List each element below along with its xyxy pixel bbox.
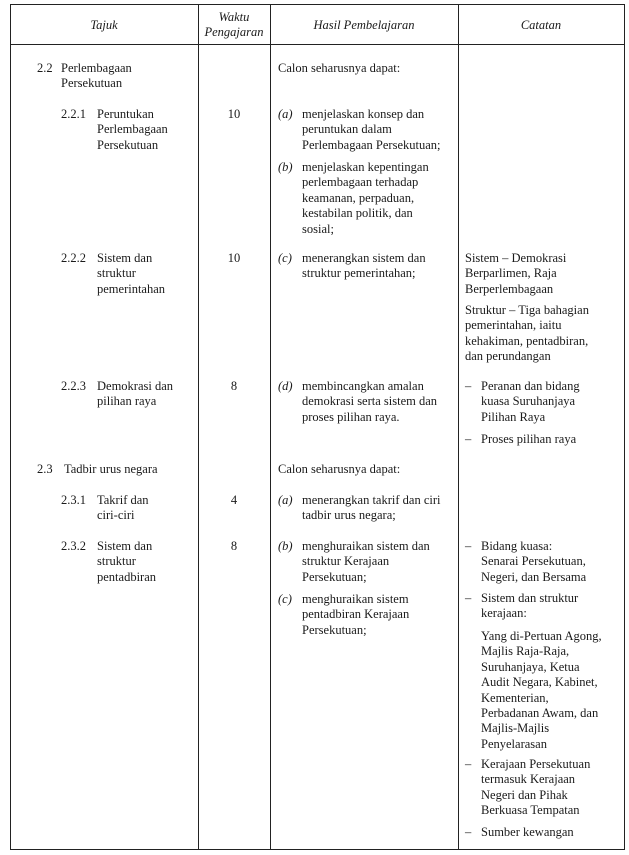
topic-title-line: Demokrasi dan bbox=[97, 379, 174, 393]
topic-number: 2.2.2 bbox=[61, 251, 86, 265]
header-waktu-line2: Pengajaran bbox=[204, 25, 264, 40]
outcome-line: menghuraikan sistem bbox=[302, 592, 409, 606]
header-waktu-line1: Waktu bbox=[218, 10, 250, 24]
header-waktu bbox=[198, 10, 270, 41]
note-line: Yang di-Pertuan Agong, bbox=[481, 629, 602, 643]
note-line: dan perundangan bbox=[465, 349, 551, 364]
note-bullet: – bbox=[465, 757, 472, 771]
learning-outcome bbox=[302, 493, 440, 524]
note-line: Penyelarasan bbox=[481, 736, 547, 751]
teaching-hours: 8 bbox=[230, 539, 238, 553]
note-line: Kementerian, bbox=[481, 690, 549, 705]
note-line: Negeri dan Pihak bbox=[481, 787, 568, 802]
note-line: Suruhanjaya, Ketua bbox=[481, 659, 580, 674]
outcome-marker: (c) bbox=[278, 592, 292, 606]
outcome-marker: (a) bbox=[278, 107, 293, 121]
note bbox=[465, 251, 566, 297]
note-line: Berkuasa Tempatan bbox=[481, 803, 580, 818]
outcome-line: struktur Kerajaan bbox=[302, 554, 390, 569]
outcome-line: tadbir urus negara; bbox=[302, 508, 396, 523]
outcome-line: menjelaskan kepentingan bbox=[302, 160, 429, 174]
teaching-hours: 10 bbox=[227, 251, 241, 265]
note-bullet: – bbox=[465, 825, 472, 839]
outcome-line: keamanan, perpaduan, bbox=[302, 190, 415, 205]
learning-outcome bbox=[302, 379, 437, 425]
column-line-waktu-hasil bbox=[270, 4, 271, 850]
note-line: kerajaan: bbox=[481, 606, 527, 621]
header-tajuk: Tajuk bbox=[90, 18, 118, 32]
table-border-top bbox=[10, 4, 625, 5]
outcome-line: peruntukan dalam bbox=[302, 122, 392, 137]
topic-title-line: pemerintahan bbox=[97, 281, 166, 296]
note bbox=[481, 539, 586, 585]
topic-title-line: Takrif dan bbox=[97, 493, 149, 507]
section-title-line: Persekutuan bbox=[61, 76, 123, 91]
outcome-line: menerangkan takrif dan ciri bbox=[302, 493, 441, 507]
topic-title-line: Persekutuan bbox=[97, 137, 159, 152]
outcome-marker: (a) bbox=[278, 493, 293, 507]
note bbox=[481, 379, 580, 425]
outcome-line: menerangkan sistem dan bbox=[302, 251, 426, 265]
note-line: Struktur – Tiga bahagian bbox=[465, 303, 589, 317]
note-line: pemerintahan, iaitu bbox=[465, 318, 562, 333]
topic-number: 2.2.1 bbox=[61, 107, 86, 121]
topic-title bbox=[97, 379, 173, 410]
outcome-line: proses pilihan raya. bbox=[302, 409, 400, 424]
outcome-line: struktur pemerintahan; bbox=[302, 266, 416, 281]
note-line: Sistem dan struktur bbox=[481, 591, 579, 605]
teaching-hours: 4 bbox=[230, 493, 238, 507]
note-detail bbox=[481, 629, 602, 752]
note-line: Berperlembagaan bbox=[465, 281, 554, 296]
topic-title-line: struktur bbox=[97, 554, 136, 569]
note-line: Sistem – Demokrasi bbox=[465, 251, 567, 265]
note-line: Senarai Persekutuan, bbox=[481, 554, 586, 569]
outcome-line: pentadbiran Kerajaan bbox=[302, 607, 410, 622]
note-line: Kerajaan Persekutuan bbox=[481, 757, 591, 771]
learning-outcome bbox=[302, 160, 429, 237]
outcome-line: kestabilan politik, dan bbox=[302, 206, 413, 221]
section-title bbox=[61, 61, 132, 92]
note-bullet: – bbox=[465, 539, 472, 553]
note: Sumber kewangan bbox=[481, 825, 574, 839]
note-bullet: – bbox=[465, 591, 472, 605]
teaching-hours: 10 bbox=[227, 107, 241, 121]
note-line: Bidang kuasa: bbox=[481, 539, 553, 553]
topic-title-line: Sistem dan bbox=[97, 539, 153, 553]
note-line: Majlis-Majlis bbox=[481, 721, 550, 736]
note bbox=[465, 303, 589, 365]
note: Proses pilihan raya bbox=[481, 432, 577, 446]
note-line: termasuk Kerajaan bbox=[481, 772, 576, 787]
topic-title-line: pilihan raya bbox=[97, 394, 157, 409]
outcome-line: sosial; bbox=[302, 221, 334, 236]
topic-title bbox=[97, 493, 149, 524]
topic-title-line: Peruntukan bbox=[97, 107, 154, 121]
outcome-line: Perlembagaan Persekutuan; bbox=[302, 137, 441, 152]
topic-title-line: ciri-ciri bbox=[97, 508, 135, 523]
section-number: 2.2 bbox=[37, 61, 53, 75]
section-title-line: Perlembagaan bbox=[61, 61, 132, 75]
outcome-line: demokrasi serta sistem dan bbox=[302, 394, 438, 409]
topic-title bbox=[97, 107, 168, 153]
header-divider bbox=[10, 44, 625, 45]
outcome-line: menghuraikan sistem dan bbox=[302, 539, 430, 553]
note bbox=[481, 757, 590, 819]
column-line-right bbox=[624, 4, 625, 850]
topic-number: 2.3.1 bbox=[61, 493, 86, 507]
topic-number: 2.3.2 bbox=[61, 539, 86, 553]
topic-title-line: struktur bbox=[97, 266, 136, 281]
outcome-line: Persekutuan; bbox=[302, 569, 367, 584]
note-line: kehakiman, pentadbiran, bbox=[465, 333, 589, 348]
outcome-marker: (d) bbox=[278, 379, 293, 393]
learning-outcome bbox=[302, 251, 426, 282]
column-line-hasil-catatan bbox=[458, 4, 459, 850]
section-title: Tadbir urus negara bbox=[64, 462, 158, 476]
note-line: Audit Negara, Kabinet, bbox=[481, 675, 598, 690]
learning-intro: Calon seharusnya dapat: bbox=[278, 61, 401, 75]
outcome-marker: (b) bbox=[278, 539, 293, 553]
outcome-line: membincangkan amalan bbox=[302, 379, 424, 393]
note-line: Perbadanan Awam, dan bbox=[481, 706, 599, 721]
teaching-hours: 8 bbox=[230, 379, 238, 393]
section-number: 2.3 bbox=[37, 462, 53, 476]
note-line: Majlis Raja-Raja, bbox=[481, 644, 570, 659]
outcome-line: menjelaskan konsep dan bbox=[302, 107, 425, 121]
note bbox=[481, 591, 578, 622]
note-line: Pilihan Raya bbox=[481, 409, 546, 424]
topic-number: 2.2.3 bbox=[61, 379, 86, 393]
outcome-line: Persekutuan; bbox=[302, 622, 367, 637]
learning-outcome bbox=[302, 539, 430, 585]
note-line: Negeri, dan Bersama bbox=[481, 569, 587, 584]
topic-title bbox=[97, 539, 156, 585]
topic-title-line: Sistem dan bbox=[97, 251, 153, 265]
column-line-left bbox=[10, 4, 11, 850]
header-catatan: Catatan bbox=[520, 18, 562, 32]
note-line: Peranan dan bidang bbox=[481, 379, 580, 393]
note-line: Berparlimen, Raja bbox=[465, 266, 557, 281]
topic-title-line: Perlembagaan bbox=[97, 122, 168, 137]
note-line: kuasa Suruhanjaya bbox=[481, 394, 576, 409]
outcome-line: perlembagaan terhadap bbox=[302, 175, 419, 190]
topic-title-line: pentadbiran bbox=[97, 569, 157, 584]
column-line-tajuk-waktu bbox=[198, 4, 199, 850]
learning-outcome bbox=[302, 107, 441, 153]
note-bullet: – bbox=[465, 379, 472, 393]
topic-title bbox=[97, 251, 165, 297]
learning-outcome bbox=[302, 592, 409, 638]
outcome-marker: (b) bbox=[278, 160, 293, 174]
header-hasil: Hasil Pembelajaran bbox=[313, 18, 415, 32]
note-bullet: – bbox=[465, 432, 472, 446]
table-border-bottom bbox=[10, 849, 625, 850]
learning-intro: Calon seharusnya dapat: bbox=[278, 462, 401, 476]
outcome-marker: (c) bbox=[278, 251, 292, 265]
